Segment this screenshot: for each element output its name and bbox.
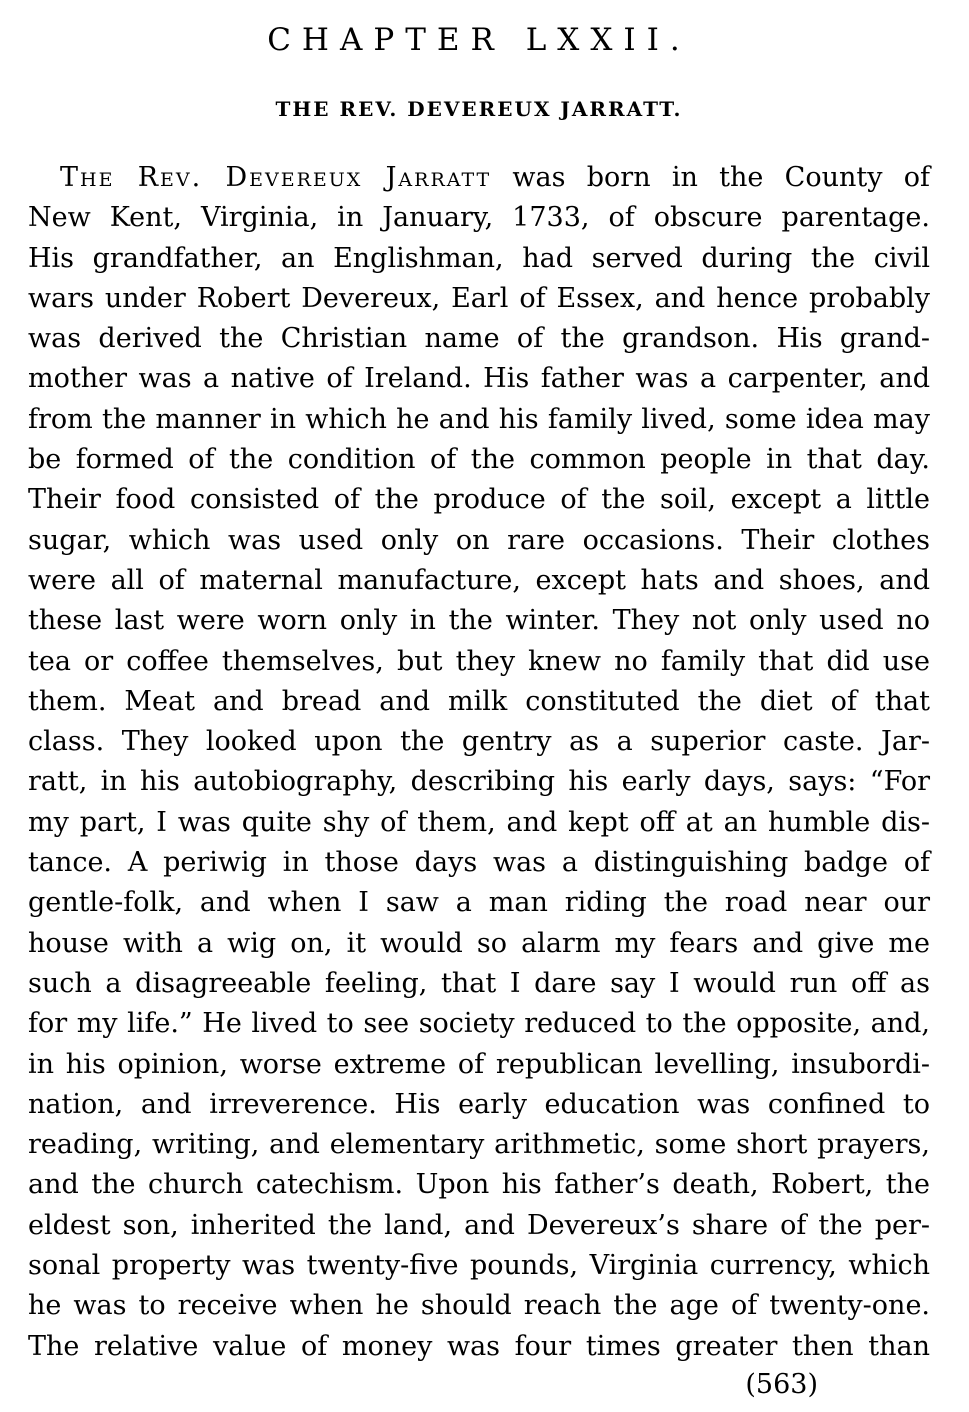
body-text-line: The relative value of money was four times greater then than <box>28 1330 930 1362</box>
body-text-line: them. Meat and bread and milk constituted the diet of that <box>28 685 930 717</box>
body-text-line: ratt, in his autobiography, describing his early days, says: “For <box>28 766 930 798</box>
page-number: (563) <box>745 1368 818 1400</box>
body-text <box>28 158 930 1367</box>
chapter-subtitle: THE REV. DEVEREUX JARRATT. <box>275 97 683 121</box>
body-text-line: sugar, which was used only on rare occasions. Their clothes <box>28 524 930 556</box>
body-text-line: these last were worn only in the winter. They not only used no <box>28 605 930 637</box>
body-text-line: house with a wig on, it would so alarm my fears and give me <box>28 927 930 959</box>
body-text-line: such a disagreeable feeling, that I dare say I would run off as <box>28 967 930 999</box>
body-text-line: class. They looked upon the gentry as a superior caste. Jar- <box>28 726 930 758</box>
first-line-rest: was born in the County of <box>491 162 930 193</box>
body-text-line: my part, I was quite shy of them, and kept off at an humble dis- <box>28 806 930 838</box>
body-text-line: gentle-folk, and when I saw a man riding the road near our <box>28 887 930 919</box>
body-text-line: tea or coffee themselves, but they knew no family that did use <box>28 645 930 677</box>
body-text-line: from the manner in which he and his family lived, some idea may <box>28 403 930 435</box>
body-text-line: sonal property was twenty-five pounds, Virginia currency, which <box>28 1250 930 1282</box>
body-text-line: tance. A periwig in those days was a distinguishing badge of <box>28 847 930 879</box>
body-text-line: was derived the Christian name of the grandson. His grand- <box>28 323 930 355</box>
body-text-line: His grandfather, an Englishman, had served during the civil <box>28 242 930 274</box>
body-text-line: nation, and irreverence. His early education was confined to <box>28 1088 930 1120</box>
body-text-line: New Kent, Virginia, in January, 1733, of obscure parentage. <box>28 202 930 234</box>
leadin-smallcaps: The Rev. Devereux Jarratt <box>60 162 492 193</box>
body-text-line: for my life.” He lived to see society reduced to the opposite, and, <box>28 1008 930 1040</box>
body-lines <box>28 198 930 1367</box>
body-text-line: and the church catechism. Upon his father’s death, Robert, the <box>28 1169 930 1201</box>
body-text-line: in his opinion, worse extreme of republican levelling, insubordi- <box>28 1048 930 1080</box>
body-text-line: Their food consisted of the produce of the soil, except a little <box>28 484 930 516</box>
body-text-line: eldest son, inherited the land, and Devereux’s share of the per- <box>28 1209 930 1241</box>
body-text-line: reading, writing, and elementary arithmetic, some short prayers, <box>28 1129 930 1161</box>
body-text-line: mother was a native of Ireland. His father was a carpenter, and <box>28 363 930 395</box>
body-text-line: were all of maternal manufacture, except hats and shoes, and <box>28 564 930 596</box>
body-text-line: he was to receive when he should reach the age of twenty-one. <box>28 1290 930 1322</box>
body-first-line <box>28 158 930 198</box>
chapter-heading: CHAPTER LXXII. <box>267 22 691 58</box>
body-text-line: wars under Robert Devereux, Earl of Essex, and hence probably <box>28 282 930 314</box>
body-text-line: be formed of the condition of the common people in that day. <box>28 444 930 476</box>
